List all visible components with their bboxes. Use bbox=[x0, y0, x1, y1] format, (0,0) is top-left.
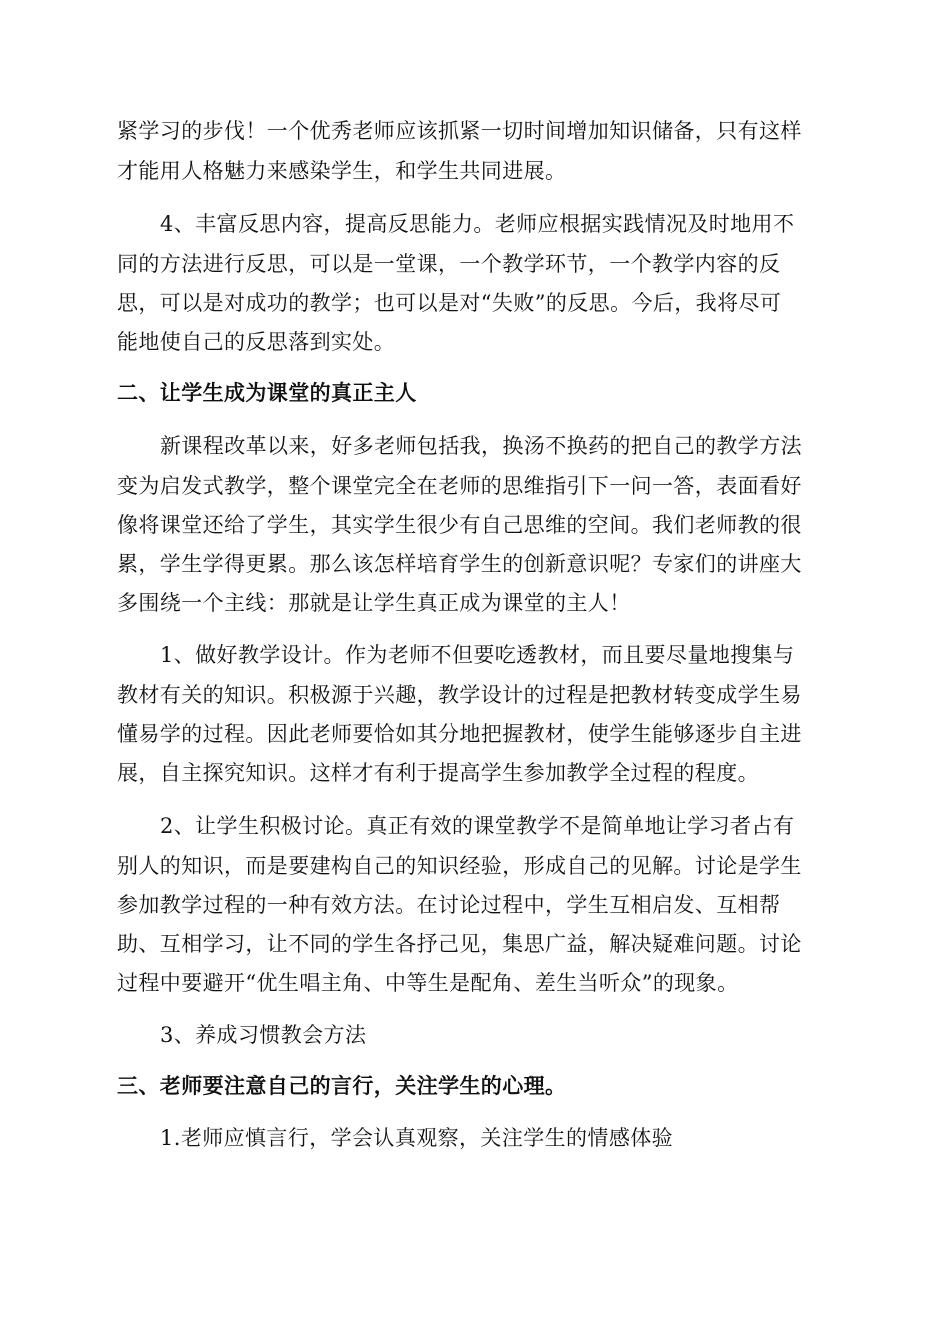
body-text-line: 3、养成习惯教会方法 bbox=[160, 1023, 367, 1047]
body-text-line: 参加教学过程的一种有效方法。在讨论过程中，学生互相启发、互相帮 bbox=[117, 893, 781, 917]
body-text-line: 2、让学生积极讨论。真正有效的课堂教学不是简单地让学习者占有 bbox=[160, 814, 795, 838]
section-heading: 二、让学生成为课堂的真正主人 bbox=[117, 381, 417, 405]
body-text-line: 懂易学的过程。因此老师要恰如其分地把握教材，使学生能够逐步自主进 bbox=[117, 722, 802, 746]
body-text-line: 别人的知识，而是要建构自己的知识经验，形成自己的见解。讨论是学生 bbox=[117, 854, 802, 878]
body-text-line: 才能用人格魅力来感染学生，和学生共同进展。 bbox=[117, 159, 567, 183]
body-text-line: 紧学习的步伐！一个优秀老师应该抓紧一切时间增加知识储备，只有这样 bbox=[117, 119, 802, 143]
body-text-line: 多围绕一个主线：那就是让学生真正成为课堂的主人！ bbox=[117, 591, 631, 615]
body-text-line: 累，学生学得更累。那么该怎样培育学生的创新意识呢？专家们的讲座大 bbox=[117, 552, 802, 576]
body-text-line: 变为启发式教学，整个课堂完全在老师的思维指引下一问一答，表面看好 bbox=[117, 474, 802, 498]
body-text-line: 思，可以是对成功的教学；也可以是对“失败”的反思。今后，我将尽可 bbox=[117, 291, 782, 315]
body-text-line: 过程中要避开“优生唱主角、中等生是配角、差生当听众”的现象。 bbox=[117, 971, 739, 995]
body-text-line: 助、互相学习，让不同的学生各抒己见，集思广益，解决疑难问题。讨论 bbox=[117, 932, 802, 956]
body-text-line: 新课程改革以来，好多老师包括我，换汤不换药的把自己的教学方法 bbox=[160, 434, 802, 458]
body-text-line: 4、丰富反思内容，提高反思能力。老师应根据实践情况及时地用不 bbox=[160, 212, 795, 236]
body-text-line: 能地使自己的反思落到实处。 bbox=[117, 330, 396, 354]
body-text-line: 1、做好教学设计。作为老师不但要吃透教材，而且要尽量地搜集与 bbox=[160, 643, 795, 667]
body-text-line: 像将课堂还给了学生，其实学生很少有自己思维的空间。我们老师教的很 bbox=[117, 513, 802, 537]
body-text-line: 同的方法进行反思，可以是一堂课，一个教学环节，一个教学内容的反 bbox=[117, 252, 781, 276]
section-heading: 三、老师要注意自己的言行，关注学生的心理。 bbox=[117, 1074, 567, 1098]
body-text-line: 1.老师应慎言行，学会认真观察，关注学生的情感体验 bbox=[160, 1126, 674, 1150]
body-text-line: 教材有关的知识。积极源于兴趣，教学设计的过程是把教材转变成学生易 bbox=[117, 683, 802, 707]
body-text-line: 展，自主探究知识。这样才有利于提高学生参加教学全过程的程度。 bbox=[117, 761, 759, 785]
